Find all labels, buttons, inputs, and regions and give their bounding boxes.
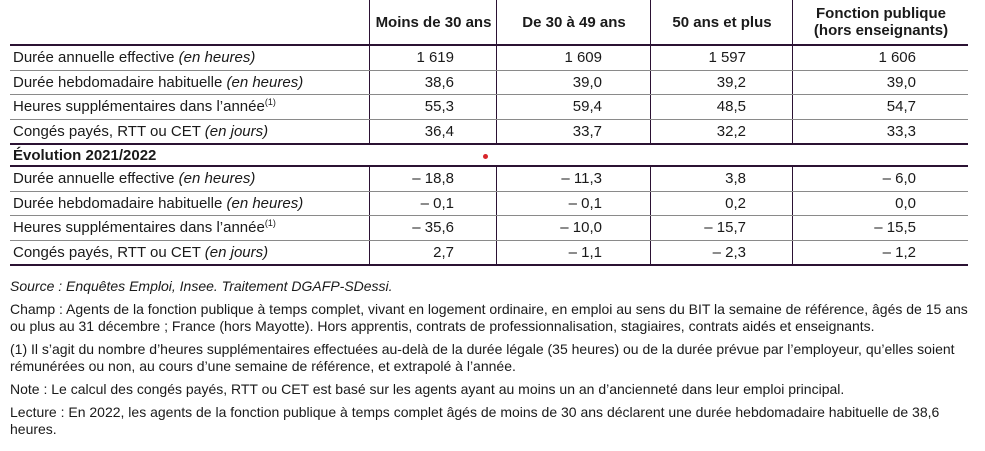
header-under-30: Moins de 30 ans [369, 0, 497, 44]
cell-value: 1 609 [496, 46, 650, 70]
footnote-ref: (1) [264, 218, 276, 228]
row-unit: (en jours) [204, 122, 269, 140]
table-row [10, 216, 968, 241]
cell-value: 1 597 [650, 46, 792, 70]
data-table [10, 0, 968, 266]
cell-value: – 10,0 [496, 216, 650, 240]
table-row [10, 120, 968, 144]
cell-value: – 2,3 [650, 241, 792, 265]
cell-value: – 1,2 [792, 241, 968, 265]
cell-value: – 11,3 [496, 167, 650, 191]
row-label: Durée hebdomadaire habituelle (en heures) [13, 73, 304, 91]
table-row [10, 95, 968, 120]
note-footnote-1: (1) Il s’agit du nombre d’heures supplémentaires effectuées au-delà de la durée légale (35 heures) ou de la durée prévue par l’employeur, qu’elles soient rémunérées ou non, au cours d’une semaine de référence, et extrapolé à l’année. [10, 341, 955, 374]
cell-value: – 15,5 [792, 216, 968, 240]
cell-value: 39,2 [650, 71, 792, 95]
footnote-ref: (1) [264, 97, 276, 107]
cell-value: 33,7 [496, 120, 650, 144]
notes [10, 278, 970, 444]
cell-value: 54,7 [792, 95, 968, 119]
header-50-plus: 50 ans et plus [650, 0, 793, 44]
cell-value: 33,3 [792, 120, 968, 144]
cell-value: – 35,6 [369, 216, 496, 240]
note-lecture: Lecture : En 2022, les agents de la fonction publique à temps complet âgés de moins de 30 ans déclarent une durée hebdomadaire habituelle de 38,6 heures. [10, 404, 940, 437]
row-unit: (en heures) [226, 73, 304, 91]
cell-value: – 18,8 [369, 167, 496, 191]
table-row [10, 71, 968, 96]
cell-value: 48,5 [650, 95, 792, 119]
main-rows [10, 46, 968, 143]
cell-value: – 15,7 [650, 216, 792, 240]
header-30-49: De 30 à 49 ans [496, 0, 651, 44]
row-label: Congés payés, RTT ou CET (en jours) [13, 122, 269, 140]
cell-value: 38,6 [369, 71, 496, 95]
row-label: Durée hebdomadaire habituelle (en heures) [13, 194, 304, 212]
cell-value: 39,0 [496, 71, 650, 95]
section-evolution [10, 143, 968, 167]
cell-value: 1 619 [369, 46, 496, 70]
cell-value: – 6,0 [792, 167, 968, 191]
table-row [10, 167, 968, 192]
row-unit: (en heures) [226, 194, 304, 212]
evolution-rows [10, 167, 968, 266]
cell-value: 39,0 [792, 71, 968, 95]
cell-value: 55,3 [369, 95, 496, 119]
table-row [10, 241, 968, 265]
marker-dot [483, 154, 488, 159]
cell-value: – 0,1 [369, 192, 496, 216]
cell-value: 32,2 [650, 120, 792, 144]
cell-value: – 0,1 [496, 192, 650, 216]
row-label: Durée annuelle effective (en heures) [13, 49, 256, 66]
table-header [10, 0, 968, 46]
cell-value: 2,7 [369, 241, 496, 265]
cell-value: 0,0 [792, 192, 968, 216]
row-unit: (en jours) [204, 243, 269, 261]
row-unit: (en heures) [178, 170, 256, 187]
note-source: Source : Enquêtes Emploi, Insee. Traitement DGAFP-SDessi. [10, 278, 393, 294]
table-row [10, 46, 968, 71]
row-label: Heures supplémentaires dans l’année$^{(1)}$ [13, 218, 276, 236]
note-calcul: Note : Le calcul des congés payés, RTT ou CET est basé sur les agents ayant au moins un an d’ancienneté dans leur emploi principal. [10, 381, 845, 397]
row-label: Durée annuelle effective (en heures) [13, 170, 256, 187]
cell-value: 1 606 [792, 46, 968, 70]
cell-value: 36,4 [369, 120, 496, 144]
table-row [10, 192, 968, 217]
cell-value: – 1,1 [496, 241, 650, 265]
row-unit: (en heures) [178, 49, 256, 66]
header-fonction-publique: Fonction publique (hors enseignants) [792, 0, 969, 44]
cell-value: 0,2 [650, 192, 792, 216]
cell-value: 3,8 [650, 167, 792, 191]
section-title: Évolution 2021/2022 [13, 147, 157, 164]
row-label: Congés payés, RTT ou CET (en jours) [13, 243, 269, 261]
cell-value: 59,4 [496, 95, 650, 119]
note-champ: Champ : Agents de la fonction publique à temps complet, vivant en logement ordinaire, en emploi au sens du BIT la semaine de référence, âgés de 15 ans ou plus au 31 décembre ; France (hors Mayotte). Hors apprentis, contrats de professionnalisation, stagiaires, contrats aidés et enseignants. [10, 301, 968, 334]
row-label: Heures supplémentaires dans l’année$^{(1)}$ [13, 97, 276, 115]
